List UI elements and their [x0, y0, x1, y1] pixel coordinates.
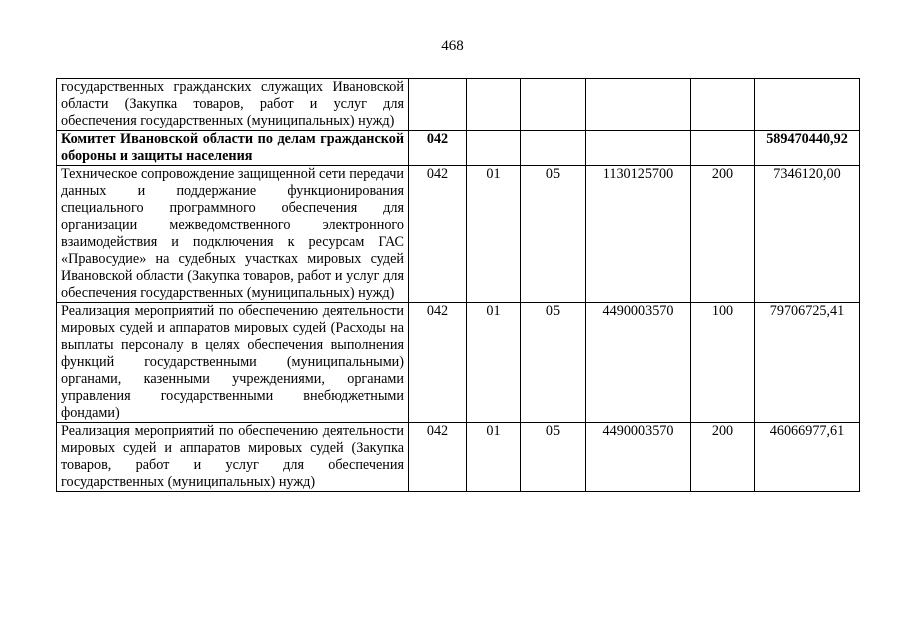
amount	[755, 79, 860, 131]
section-code	[467, 79, 521, 131]
row-description: Реализация мероприятий по обеспечению деятельности мировых судей и аппаратов мировых судей (Расходы на выплаты персоналу в целях обеспечения выполнения функций государственными (муниципальными) органами, казенными учреждениями, органами управления государственными внебюджетными фондами)	[57, 303, 409, 423]
row-description: Техническое сопровождение защищенной сети передачи данных и поддержание функционирования специального программного обеспечения для организации межведомственного электронного взаимодействия и подключения к ресурсам ГАС «Правосудие» на судебных участках мировых судей Ивановской области (Закупка товаров, работ и услуг для обеспечения государственных (муниципальных) нужд)	[57, 166, 409, 303]
grbs-code: 042	[409, 131, 467, 166]
expense-type-code	[691, 131, 755, 166]
table-row	[57, 79, 860, 131]
amount: 46066977,61	[755, 423, 860, 492]
row-description: государственных гражданских служащих Ивановской области (Закупка товаров, работ и услуг для обеспечения государственных (муниципальных) нужд)	[57, 79, 409, 131]
expense-type-code: 200	[691, 166, 755, 303]
subsection-code: 05	[521, 303, 586, 423]
section-code: 01	[467, 423, 521, 492]
target-article-code: 1130125700	[586, 166, 691, 303]
row-description: Реализация мероприятий по обеспечению деятельности мировых судей и аппаратов мировых судей (Закупка товаров, работ и услуг для обеспечения государственных (муниципальных) нужд)	[57, 423, 409, 492]
section-code: 01	[467, 166, 521, 303]
grbs-code: 042	[409, 166, 467, 303]
subsection-code: 05	[521, 423, 586, 492]
amount: 589470440,92	[755, 131, 860, 166]
grbs-code	[409, 79, 467, 131]
subsection-code	[521, 131, 586, 166]
section-code: 01	[467, 303, 521, 423]
target-article-code	[586, 79, 691, 131]
expense-type-code	[691, 79, 755, 131]
table-row	[57, 303, 860, 423]
page-number: 468	[441, 38, 464, 54]
target-article-code	[586, 131, 691, 166]
subsection-code	[521, 79, 586, 131]
table-row	[57, 166, 860, 303]
table-row	[57, 423, 860, 492]
expense-type-code: 200	[691, 423, 755, 492]
section-code	[467, 131, 521, 166]
expense-type-code: 100	[691, 303, 755, 423]
amount: 79706725,41	[755, 303, 860, 423]
grbs-code: 042	[409, 303, 467, 423]
subsection-code: 05	[521, 166, 586, 303]
target-article-code: 4490003570	[586, 423, 691, 492]
budget-table	[56, 78, 860, 492]
grbs-code: 042	[409, 423, 467, 492]
target-article-code: 4490003570	[586, 303, 691, 423]
table-row	[57, 131, 860, 166]
row-description: Комитет Ивановской области по делам гражданской обороны и защиты населения	[57, 131, 409, 166]
amount: 7346120,00	[755, 166, 860, 303]
